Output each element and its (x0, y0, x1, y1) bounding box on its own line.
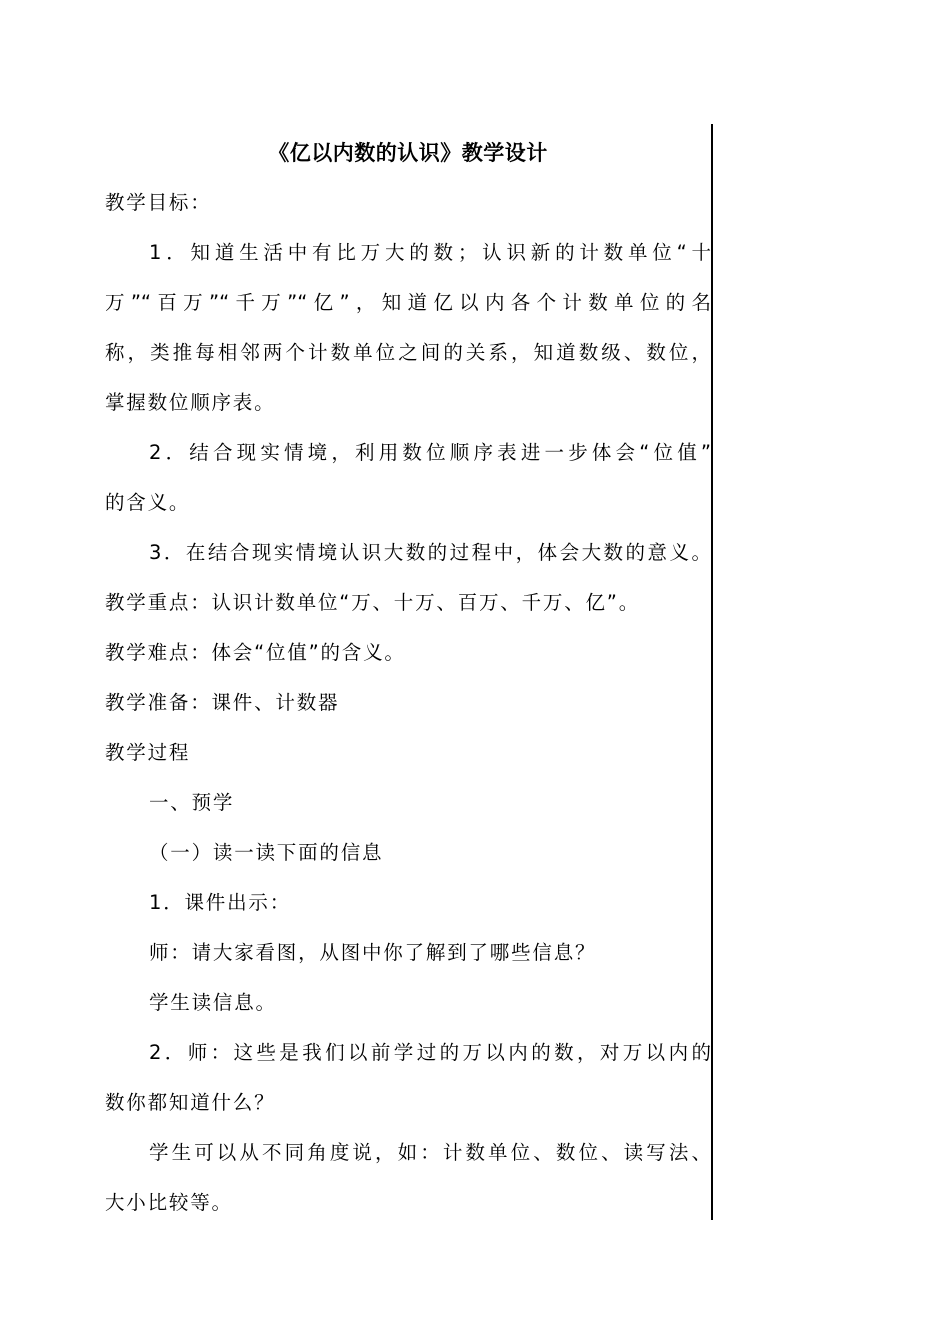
text-line-objective-1-line-1: 1．知道生活中有比万大的数；认识新的计数单位“十 (149, 241, 711, 264)
text-line-step-1: 1．课件出示： (149, 891, 292, 914)
text-line-student-2-line-2: 大小比较等。 (105, 1191, 233, 1214)
text-line-subsection-1-heading: （一）读一读下面的信息 (149, 841, 384, 864)
text-line-objectives-heading: 教学目标： (105, 191, 212, 214)
text-line-key-point: 教学重点：认识计数单位“万、十万、百万、千万、亿”。 (105, 591, 641, 614)
document-lines (105, 178, 711, 1228)
document-title: 《亿以内数的认识》教学设计 (268, 141, 548, 165)
text-line-step-2-line-1: 2．师：这些是我们以前学过的万以内的数，对万以内的 (149, 1041, 711, 1064)
text-line-section-1-heading: 一、预学 (149, 791, 235, 814)
text-line-student-2-line-1: 学生可以从不同角度说，如：计数单位、数位、读写法、 (149, 1141, 711, 1164)
text-line-student-1: 学生读信息。 (149, 991, 277, 1014)
text-line-objective-1-line-2: 万”“百万”“千万”“亿”，知道亿以内各个计数单位的名 (105, 291, 711, 314)
text-line-objective-2-line-2: 的含义。 (105, 491, 191, 514)
text-line-teacher-1: 师：请大家看图，从图中你了解到了哪些信息？ (149, 941, 597, 964)
text-line-objective-1-line-4: 掌握数位顺序表。 (105, 391, 276, 414)
text-line-preparation: 教学准备：课件、计数器 (105, 691, 340, 714)
text-line-process-heading: 教学过程 (105, 741, 191, 764)
text-line-difficulty: 教学难点：体会“位值”的含义。 (105, 641, 406, 664)
document-body (105, 128, 711, 1228)
text-line-objective-1-line-3: 称，类推每相邻两个计数单位之间的关系，知道数级、数位， (105, 341, 711, 364)
text-line-step-2-line-2: 数你都知道什么？ (105, 1091, 276, 1114)
text-line-objective-2-line-1: 2．结合现实情境，利用数位顺序表进一步体会“位值” (149, 441, 711, 464)
right-margin-rule (711, 124, 713, 1220)
text-line-objective-3-line-1: 3．在结合现实情境认识大数的过程中，体会大数的意义。 (149, 541, 711, 564)
